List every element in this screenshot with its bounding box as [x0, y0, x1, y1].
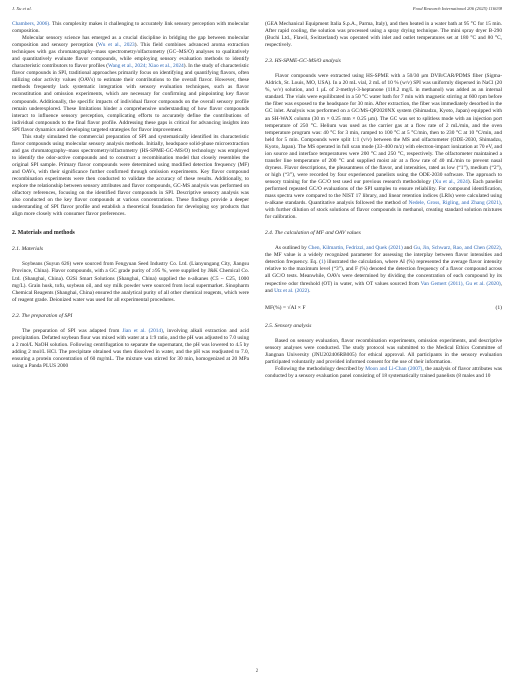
page-number: 2	[255, 669, 259, 674]
subsection-heading: 2.5. Sensory analysis	[265, 322, 312, 329]
paragraph: (GEA Mechanical Equipment Italia S.p.A., Parma, Italy), and then heated in a water bath at 95 °C for 15 min. After rapid cooling, the solution was processed using a spray drying technique. The mini spray dryer B-290 (Buchi Ltd., Flawil, Switzerland) was operated with inlet and outlet temperatures set at 180 °C and 80 °C, respectively.	[265, 21, 502, 49]
section-heading: 2. Materials and methods	[12, 230, 75, 237]
paragraph: Chambers, 2006). This complexity makes it challenging to accurately link sensory perception with molecular composition.	[12, 21, 249, 35]
equation-ref-link[interactable]: 1	[321, 259, 324, 266]
citation-link[interactable]: Gu, Jin, Schwarz, Rao, and Chen (2022)	[413, 245, 501, 252]
paragraph: Following the methodology described by Moon and Li-Chan (2007), the analysis of flavor attributes was conducted by a sensory evaluation panel consisting of 18 systematically trained panelists (8 males and 10	[265, 365, 503, 379]
paragraph: This study simulated the commercial preparation of SPI and systematically identified its characteristic flavor compounds using molecular sensory analysis methods. Initially, headspace solid-phase microextraction and gas chromatography–mass spectrometry/olfactometry (HS-SPME-GC-MS/O) technology was employed to identify the odor-active compounds and to construct a recombination model that closely resembles the original SPI sample. Primary flavor compounds were determined using modified detection frequency (MF) and OAVs, with their significance further confirmed through omission experiments. Key flavor compound recombination experiments were then conducted to validate the accuracy of these results. Additionally, to explore the relationship between sensory attributes and flavor compounds, GC-MS analysis was performed on olfactory references, focusing on the identified flavor compounds in SPI. Descriptive sensory analysis was also conducted on the key flavor compounds at various concentrations. These findings provide a deeper understanding of SPI flavor profile and establish a theoretical foundation for developing soy products that align more closely with consumer flavor preferences.	[12, 133, 249, 218]
citation-link[interactable]: Jian et al. (2014)	[122, 327, 163, 334]
equation-number: (1)	[495, 304, 502, 311]
equation	[265, 305, 502, 313]
citation-link[interactable]: Utz et al. (2022)	[274, 287, 310, 294]
paragraph: Molecular sensory science has emerged as a crucial discipline in bridging the gap between molecular composition and sensory perception (Wu et al., 2023). This field combines advanced aroma extraction techniques with gas chromatography–mass spectrometry/olfactometry (GC–MS/O) analyses to qualitatively and quantitatively evaluate flavor compounds, while employing sensory evaluation methods to identify characteristic contributors to flavor profiles (Wang et al., 2024; Xiao et al., 2024). In the study of characteristic flavor compounds in SPI, traditional approaches primarily focus on identifying and quantifying flavors, often utilizing odor activity values (OAVs) to estimate their contributions to the overall flavor. However, these methods frequently lack systematic integration with sensory evaluation techniques, such as flavor reconstitution and omission experiments, which are necessary for confirming and pinpointing key flavor compounds. Additionally, the specific impacts of individual flavor compounds on the overall sensory profile remain underexplored. These limitations hinder a comprehensive understanding of how flavor compounds interact to influence sensory perception, complicating efforts to accurately define the contributions of individual compounds to the final flavor profile. Addressing these gaps is critical for advancing insights into SPI flavor dynamics and developing targeted strategies for flavor improvement.	[12, 35, 250, 133]
subsection-heading: 2.2. The preparation of SPI	[12, 312, 73, 319]
subsection-heading: 2.4. The calculation of MF and OAV values	[265, 230, 361, 237]
citation-link[interactable]: Chen, Kilmartin, Fedrizzi, and Quek (2021)	[308, 245, 403, 252]
paragraph: Flavor compounds were extracted using HS-SPME with a 50/30 μm DVB/CAR/PDMS fiber (Sigma-Aldrich, St. Louis, MO, USA). In a 20 mL vial, 2 mL of 10 % (w/v) SPI was uniformly dispersed in NaCl (20 %, w/v) solution, and 1 μL of 2-methyl-3-heptanone (118.2 mg/L in methanol) was added as an internal standard. The vials were equilibrated in a 50 °C water bath for 7 min with magnetic stirring at 600 rpm before the fiber was exposed to the headspace for 30 min. After extraction, the fiber was immediately desorbed in the GC inlet. Analysis was performed on a GC/MS-QP2020NX system (Shimadzu, Kyoto, Japan) equipped with an SH-WAX column (30 m × 0.25 mm × 0.25 μm). The GC was set to splitless mode with an injection port temperature of 250 °C. Helium was used as the carrier gas at a flow rate of 2 mL/min, and the oven temperature program was: 40 °C for 3 min, ramped to 100 °C at 5 °C/min, then to 230 °C at 10 °C/min, and held for 5 min. Compounds were split 1:1 (v/v) between the MS and olfactometer (ODE-2030, Shimadzu, Kyoto, Japan). The MS operated in full scan mode (33–400 m/z) with electron-impact ionization at 70 eV, and ion source and interface temperatures were 200 °C and 250 °C, respectively. The olfactometer maintained a transfer line temperature of 200 °C and supplied moist air at a flow rate of 40 mL/min to prevent nasal dryness. Flavor descriptions, the pleasantness of the flavor, and intensities, rated as low (“1”), medium (“2”), or high (“3”), were recorded by four experienced panelists using the ODE-2030 software. The approach to sensory training for the GC/O test used our previous research methodology (Xu et al., 2024). Each panelist performed repeated GC/O evaluations of the SPI samples to ensure reliability. For compound identification, mass spectra were compared to the NIST 17 library, and linear retention indices (LRIs) were calculated using n-alkane standards. Quantitative analysis followed the method of Nedele, Gross, Rigling, and Zhang (2021), with further dilution of stock solutions of flavor compounds in methanol, creating standard solution mixtures for calibration.	[265, 73, 502, 221]
citation-link[interactable]: Chambers, 2006).	[12, 21, 51, 27]
running-header	[12, 6, 502, 16]
right-column	[265, 21, 502, 380]
header-journal: Food Research International 206 (2025) 116038	[412, 6, 502, 11]
paragraph: The preparation of SPI was adapted from Jian et al. (2014), involving alkali extraction and acid precipitation. Defatted soybean flour was mixed with water at a 1:9 ratio, and the pH was adjusted to 7.0 using a 2 mol/L NaOH solution. Following centrifugation to separate the supernatant, the pH was lowered to 4.5 by adding 2 mol/L HCl. The precipitate obtained was then dissolved in water, and the pH was readjusted to 7.0, ensuring a protein concentration of 60 mg/mL. The mixture was stirred for 30 min, homogenized at 20 MPa using a Panda PLUS 2000	[12, 327, 249, 369]
citation-link[interactable]: Wang et al., 2024; Xiao et al., 2024	[108, 63, 184, 70]
paragraph: As outlined by Chen, Kilmartin, Fedrizzi, and Quek (2021) and Gu, Jin, Schwarz, Rao, and Chen (2022), the MF value is a widely recognized parameter for assessing the interplay between flavor intensities and detection frequency. Eq. (1) illustrated the calculation, where AI (%) represented the average flavor intensity relative to the maximum level (“3”), and F (%) denoted the detection frequency of a flavor compound across all GC/O tests. Meanwhile, OAVs were determined by dividing the concentration of each compound by its respective odor threshold (OT) in water, with OT values sourced from Van Gemert (2011), Gu et al. (2020), and Utz et al. (2022).	[265, 245, 503, 294]
equation-formula: MF(%) = √AI × F	[265, 304, 306, 311]
citation-link[interactable]: Xu et al., 2024	[434, 178, 468, 185]
subsection-heading: 2.3. HS-SPME-GC-MS/O analysis	[265, 58, 341, 65]
citation-link[interactable]: Van Gemert (2011), Gu et al. (2020)	[420, 280, 501, 287]
header-authors: J. Xu et al.	[12, 6, 32, 11]
paragraph: Based on sensory evaluation, flavor recombination experiments, omission experiments, and descriptive sensory analyses were conducted. The study protocol was submitted to the Medical Ethics Committee of Jiangnan University (JNU202406RB005) for ethical approval. All participants in the sensory evaluation participated voluntarily and provided informed consent for the use of their information.	[265, 337, 502, 365]
paragraph: Soybeans (Suyun 626) were sourced from Fengyuan Seed Industry Co. Ltd. (Lianyungang City, Jiangsu Province, China). Flavor compounds, with a GC grade purity of ≥95 %, were supplied by J&K Chemical Co. Ltd. (Shanghai, China). O2Si Smart Solutions (Shanghai, China) supplied the n-alkanes (C5 ~ C25, 1000 mg/L). Grain husk, tofu, soybean oil, and soy milk powder were sourced from local supermarket. Sinopharm Chemical Reagents (Shanghai, China) ensured the analytical purity of all other chemical reagents, which were of reagent grade. Deionized water was used for all experimental procedures.	[12, 261, 249, 303]
citation-link[interactable]: Moon and Li-Chan (2007)	[365, 365, 423, 372]
citation-link[interactable]: Nedele, Gross, Rigling, and Zhang (2021)	[408, 200, 501, 207]
subsection-heading: 2.1. Materials	[12, 246, 44, 253]
left-column	[12, 21, 249, 370]
citation-link[interactable]: Wu et al., 2023	[97, 42, 135, 49]
